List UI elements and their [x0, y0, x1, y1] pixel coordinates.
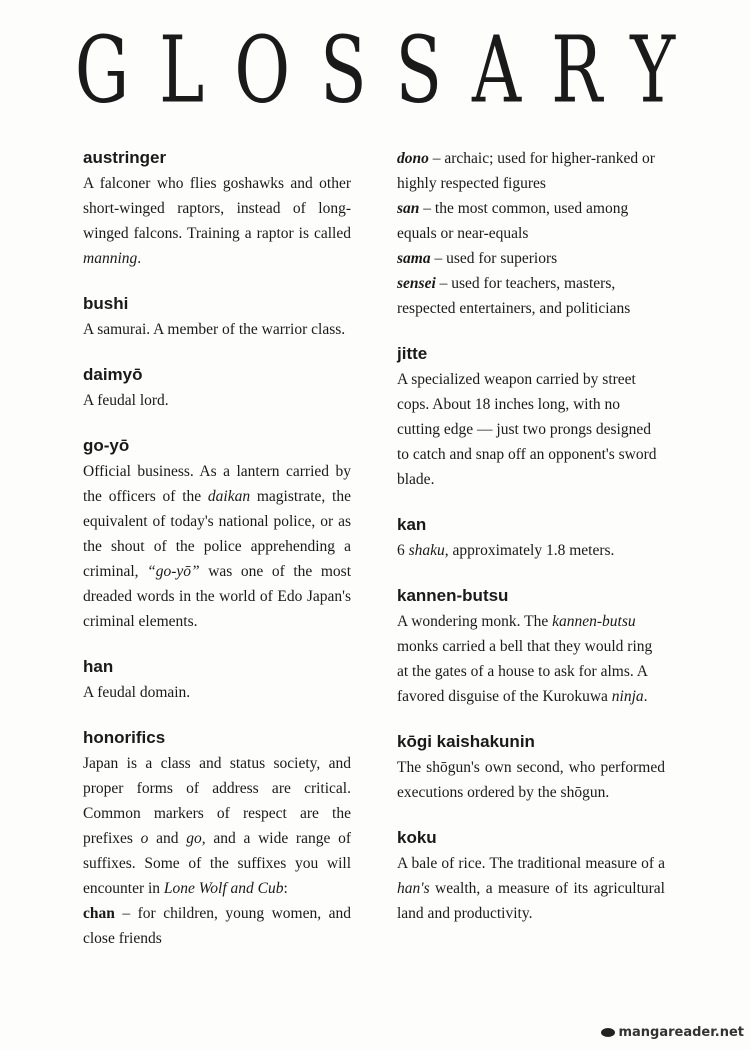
- term-austringer: austringer: [83, 148, 167, 167]
- suffix-item: sensei – used for teachers, masters, respected entertainers, and politicians: [397, 275, 631, 317]
- definition: Japan is a class and status society, and proper forms of address are critical. Common markers of respect are the prefixes o and go, and a wide range of suffixes. Some of the suffixes you will encounter in Lone Wolf and Cub: chan – for children, young women, and close friends: [83, 755, 351, 947]
- suffix-item: san – the most common, used among equals or near-equals: [397, 200, 629, 242]
- definition: A feudal domain.: [83, 684, 191, 701]
- glossary-entry: [83, 362, 351, 413]
- glossary-entry: [83, 725, 351, 951]
- suffix-item: dono – archaic; used for higher-ranked or highly respected figures: [397, 150, 655, 192]
- glossary-entry: [83, 291, 351, 342]
- definition: A feudal lord.: [83, 392, 169, 409]
- logo-icon: [601, 1028, 615, 1037]
- term-go-yo: go-yō: [83, 436, 130, 455]
- suffix-item: sama – used for superiors: [397, 250, 558, 267]
- definition: 6 shaku, approximately 1.8 meters.: [397, 542, 615, 559]
- glossary-entry: [83, 433, 351, 634]
- glossary-entry: [83, 654, 351, 705]
- definition: A bale of rice. The traditional measure of a han's wealth, a measure of its agricultural land and productivity.: [397, 855, 665, 922]
- glossary-entry: [397, 583, 665, 709]
- left-column: [83, 145, 351, 971]
- right-column: [397, 146, 665, 946]
- term-honorifics: honorifics: [83, 728, 166, 747]
- term-daimyo: daimyō: [83, 365, 143, 384]
- honorifics-continued: [397, 146, 665, 321]
- term-kannen-butsu: kannen-butsu: [397, 586, 509, 605]
- glossary-entry: [83, 145, 351, 271]
- term-kan: kan: [397, 515, 427, 534]
- term-jitte: jitte: [397, 344, 428, 363]
- definition: A falconer who flies goshawks and other short-winged raptors, instead of long-winged falcons. Training a raptor is called manning.: [83, 175, 351, 267]
- term-koku: koku: [397, 828, 437, 847]
- definition: Official business. As a lantern carried by the officers of the daikan magistrate, the equivalent of today's national police, or as the shout of the police apprehending a criminal, “go-yō” was one of the most dreaded words in the world of Edo Japan's criminal elements.: [83, 463, 351, 630]
- definition: The shōgun's own second, who performed executions ordered by the shōgun.: [397, 759, 665, 801]
- page-title: GLOSSARY: [74, 18, 706, 125]
- term-bushi: bushi: [83, 294, 129, 313]
- glossary-entry: [397, 512, 665, 563]
- glossary-entry: [397, 729, 665, 805]
- term-han: han: [83, 657, 114, 676]
- definition: A specialized weapon carried by street cops. About 18 inches long, with no cutting edge — just two prongs designed to catch and snap off an opponent's sword blade.: [397, 371, 657, 488]
- watermark: mangareader.net: [601, 1025, 744, 1040]
- definition: A samurai. A member of the warrior class.: [83, 321, 346, 338]
- definition: A wondering monk. The kannen-butsu monks carried a bell that they would ring at the gates of a house to ask for alms. A favored disguise of the Kurokuwa ninja.: [397, 613, 653, 705]
- glossary-entry: [397, 341, 665, 492]
- term-kogi-kaishakunin: kōgi kaishakunin: [397, 732, 535, 751]
- glossary-entry: [397, 825, 665, 926]
